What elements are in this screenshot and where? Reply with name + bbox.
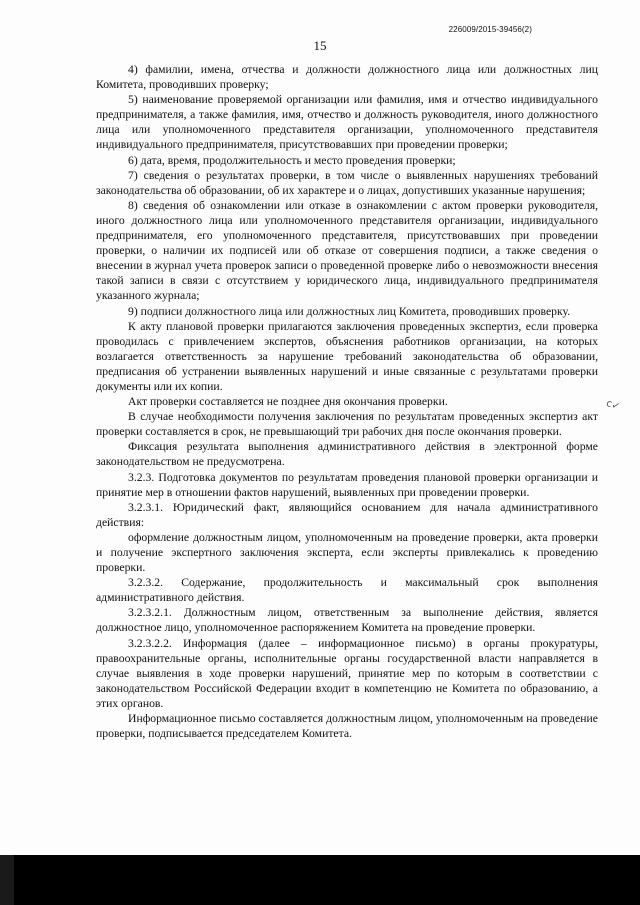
paragraph-item-6: 6) дата, время, продолжительность и место проведения проверки; bbox=[128, 153, 456, 167]
scan-border-bar bbox=[0, 855, 640, 905]
document-id: 226009/2015-39456(2) bbox=[448, 25, 532, 34]
paragraph-electronic-form: Фиксация результата выполнения административного действия в электронной форме законодательством не предусмотрена. bbox=[96, 440, 598, 469]
paragraph-item-4: 4) фамилии, имена, отчества и должности должностного лица или должностных лиц Комитета, проводивших проверку; bbox=[96, 63, 598, 92]
paragraph-deadline: Акт проверки составляется не позднее дня окончания проверки. bbox=[128, 395, 448, 409]
paragraph-item-9: 9) подписи должностного лица или должностных лиц Комитета, проводивших проверку. bbox=[128, 304, 571, 318]
section-3-2-3-2-2: 3.2.3.2.2. Информация (далее – информационное письмо) в органы прокуратуры, правоохранительные органы, исполнительные органы государственной власти направляется в случае выявления в ходе проверки нарушений, принятие мер по которым в соответствии с законодательством Российской Федерации входит в компетенцию не Комитета по образованию, а этих органов. bbox=[96, 636, 598, 710]
scan-border-notch bbox=[0, 855, 14, 905]
section-3-2-3-2-1: 3.2.3.2.1. Должностным лицом, ответственным за выполнение действия, является должностное лицо, уполномоченное распоряжением Комитета на проведение проверки. bbox=[96, 606, 598, 635]
margin-mark-icon: ⅽ✓ bbox=[604, 397, 622, 414]
paragraph-item-5: 5) наименование проверяемой организации или фамилия, имя и отчество индивидуального предпринимателя, а также фамилия, имя, отчество и должность руководителя, иного должностного лица или уполномоченного представителя организации, уполномоченного представителя индивидуального предпринимателя, присутствовавших при проведении проверки; bbox=[96, 93, 598, 152]
section-3-2-3-1: 3.2.3.1. Юридический факт, являющийся основанием для начала административного действия: bbox=[96, 500, 598, 529]
section-3-2-3-2: 3.2.3.2. Содержание, продолжительность и максимальный срок выполнения административного действия. bbox=[96, 576, 598, 605]
page-number: 15 bbox=[313, 38, 327, 53]
paragraph-info-letter: Информационное письмо составляется должностным лицом, уполномоченным на проведение проверки, подписывается председателем Комитета. bbox=[96, 712, 598, 741]
paragraph-drawing-up-act: оформление должностным лицом, уполномоченным на проведение проверки, акта проверки и получение экспертного заключения эксперта, если эксперты привлекались к проведению проверки. bbox=[96, 530, 598, 575]
paragraph-attachments: К акту плановой проверки прилагаются заключения проведенных экспертиз, если проверка проводилась с привлечением экспертов, объяснения работников организации, на которых возлагается ответственность за нарушение требований законодательства об образовании, предписания об устранении выявленных нарушений и иные связанные с результатами проверки документы или их копии. bbox=[96, 319, 598, 393]
paragraph-item-8: 8) сведения об ознакомлении или отказе в ознакомлении с актом проверки руководителя, иного должностного лица или уполномоченного представителя организации, индивидуального предпринимателя, его уполномоченного представителя, присутствовавших при проведении проверки, о наличии их подписей или об отказе от совершения подписи, а также сведения о внесении в журнал учета проверок записи о проведенной проверке либо о невозможности внесения такой записи в связи с отсутствием у юридического лица, индивидуального предпринимателя указанного журнала; bbox=[96, 198, 598, 303]
document-body bbox=[96, 62, 598, 741]
paragraph-item-7: 7) сведения о результатах проверки, в том числе о выявленных нарушениях требований законодательства об образовании, об их характере и о лицах, допустивших указанные нарушения; bbox=[96, 168, 598, 197]
section-3-2-3: 3.2.3. Подготовка документов по результатам проведения плановой проверки организации и принятие мер в отношении фактов нарушений, выявленных при проведении проверки. bbox=[96, 470, 598, 499]
paragraph-expertise-deadline: В случае необходимости получения заключения по результатам проведенных экспертиз акт проверки составляется в срок, не превышающий три рабочих дня после окончания проверки. bbox=[96, 410, 598, 439]
